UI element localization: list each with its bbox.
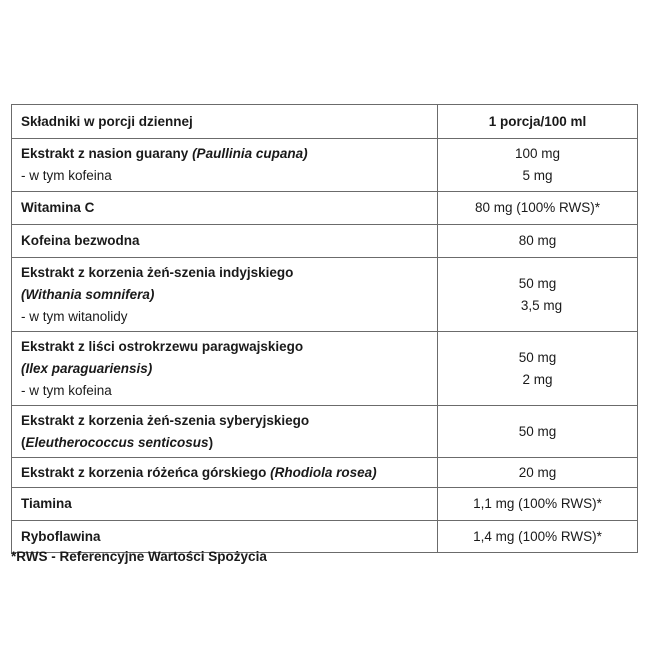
amount-cell xyxy=(438,192,638,225)
ingredient-latin: Eleutherococcus senticosus xyxy=(25,434,209,450)
amount-value: 1,1 mg (100% RWS)* xyxy=(473,496,602,511)
table-row xyxy=(12,488,638,521)
sub-amount-value: 5 mg xyxy=(522,168,553,183)
header-portion-label: 1 porcja/100 ml xyxy=(488,113,587,129)
header-ingredients xyxy=(12,105,438,139)
latin-close-paren: ) xyxy=(208,434,214,450)
ingredient-sub: - w tym witanolidy xyxy=(21,308,128,324)
amount-value: 50 mg xyxy=(518,423,557,439)
ingredient-name: Ryboflawina xyxy=(21,528,101,544)
ingredient-cell xyxy=(12,488,438,521)
ingredient-cell xyxy=(12,458,438,488)
table-row xyxy=(12,458,638,488)
amount-cell xyxy=(438,139,638,192)
table-row xyxy=(12,258,638,332)
table-row xyxy=(12,406,638,458)
table-row xyxy=(12,521,638,553)
ingredient-cell xyxy=(12,192,438,225)
ingredient-latin-line xyxy=(21,432,437,454)
amount-cell xyxy=(438,332,638,406)
ingredient-name xyxy=(21,143,437,165)
amount-value: 100 mg xyxy=(514,146,561,161)
ingredient-name: Tiamina xyxy=(21,496,72,511)
latin-open-paren: ( xyxy=(21,434,26,450)
amount-cell xyxy=(438,458,638,488)
amount-cell xyxy=(438,258,638,332)
ingredients-table xyxy=(11,104,638,553)
ingredient-name: Kofeina bezwodna xyxy=(21,233,140,248)
amount-cell xyxy=(438,521,638,553)
ingredient-name: Ekstrakt z korzenia żeń-szenia syberyjskiego xyxy=(21,412,310,428)
amount-value: 80 mg xyxy=(518,233,557,248)
ingredient-cell xyxy=(12,225,438,258)
ingredient-name-text: Ekstrakt z nasion guarany xyxy=(21,146,193,161)
ingredient-name: Ekstrakt z liści ostrokrzewu paragwajskiego xyxy=(21,338,304,354)
ingredient-cell xyxy=(12,139,438,192)
ingredient-cell xyxy=(12,258,438,332)
ingredient-latin: (Ilex paraguariensis) xyxy=(21,360,153,376)
ingredient-name xyxy=(21,462,437,484)
ingredient-name: Witamina C xyxy=(21,200,95,215)
ingredient-cell xyxy=(12,332,438,406)
amount-value: 80 mg (100% RWS)* xyxy=(474,200,601,215)
amount-value: 50 mg xyxy=(518,275,557,291)
table-row xyxy=(12,225,638,258)
header-portion xyxy=(438,105,638,139)
table-row xyxy=(12,332,638,406)
ingredient-cell xyxy=(12,406,438,458)
ingredient-name-text: Ekstrakt z korzenia różeńca górskiego xyxy=(21,464,271,480)
ingredient-latin: (Withania somnifera) xyxy=(21,286,155,302)
ingredient-name: Ekstrakt z korzenia żeń-szenia indyjskiego xyxy=(21,264,294,280)
table-row xyxy=(12,139,638,192)
amount-value: 20 mg xyxy=(518,464,557,480)
header-ingredients-label: Składniki w porcji dziennej xyxy=(21,113,193,129)
table-row xyxy=(12,192,638,225)
ingredient-cell xyxy=(12,521,438,553)
table-header-row xyxy=(12,105,638,139)
amount-cell xyxy=(438,488,638,521)
amount-cell xyxy=(438,225,638,258)
sub-amount-value: 3,5 mg xyxy=(520,297,563,313)
rws-footnote: *RWS - Referencyjne Wartości Spożycia xyxy=(11,549,267,564)
amount-value: 1,4 mg (100% RWS)* xyxy=(473,528,602,544)
sub-amount-value: 2 mg xyxy=(522,371,553,387)
amount-cell xyxy=(438,406,638,458)
ingredient-sub: - w tym kofeina xyxy=(21,168,112,183)
ingredient-sub: - w tym kofeina xyxy=(21,382,112,398)
ingredient-latin: (Rhodiola rosea) xyxy=(270,464,377,480)
ingredient-latin: (Paullinia cupana) xyxy=(192,146,308,161)
amount-value: 50 mg xyxy=(518,349,557,365)
